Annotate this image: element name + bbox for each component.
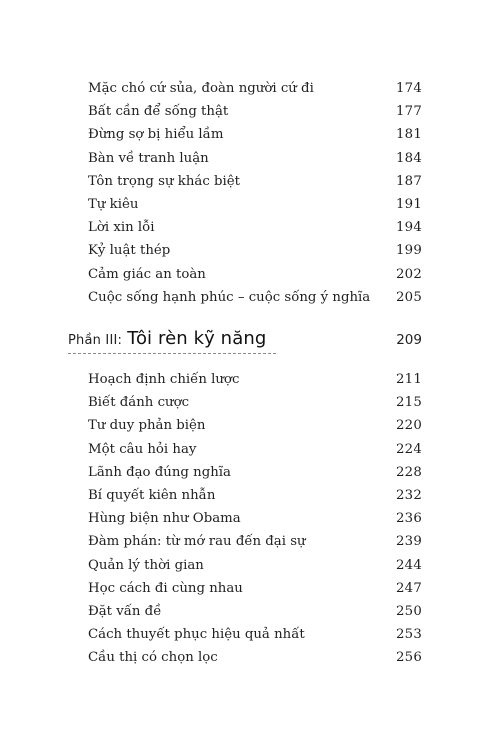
toc-entry-title: Cảm giác an toàn [88,266,206,282]
toc-entry [88,123,422,146]
part-heading-text [68,328,276,354]
toc-entry-title: Tự kiêu [88,196,139,212]
toc-entry-title: Một câu hỏi hay [88,441,197,457]
part-title: Tôi rèn kỹ năng [127,328,267,349]
toc-entry [88,461,422,484]
part-heading [68,328,422,360]
toc-entry-title: Cách thuyết phục hiệu quả nhất [88,627,305,643]
toc-entry-page: 224 [396,441,422,457]
toc-entry-page: 199 [396,243,422,259]
toc-entry-page: 174 [396,81,422,96]
toc-entry [88,100,422,123]
toc-entry-title: Lãnh đạo đúng nghĩa [88,464,231,480]
toc-entry [88,216,422,239]
toc-entry-page: 220 [396,418,422,434]
toc-entry-title: Tôn trọng sự khác biệt [88,173,240,189]
toc-entry-page: 250 [396,603,422,619]
toc-entry [88,193,422,216]
toc-entry-page: 177 [396,104,422,120]
toc-entry [88,286,422,309]
toc-entry [88,507,422,530]
toc-entry-title: Bàn về tranh luận [88,150,209,166]
toc-entry-title: Cầu thị có chọn lọc [88,650,218,666]
toc-entry-page: 247 [396,580,422,596]
toc-entry-title: Đàm phán: từ mớ rau đến đại sự [88,534,306,550]
toc-entry-title: Biết đánh cược [88,395,190,411]
toc-entry-page: 228 [396,464,422,480]
toc-entry [88,646,422,669]
toc-entry [88,77,422,100]
toc-entry [88,147,422,170]
toc-entry [88,170,422,193]
toc-entry-page: 184 [396,150,422,166]
toc-entry-title: Mặc chó cứ sủa, đoàn người cứ đi [88,81,314,96]
toc-entry [88,530,422,553]
toc-entry-page: 187 [396,173,422,189]
toc-entry-page: 239 [396,534,422,550]
toc-entry-title: Tư duy phản biện [88,418,206,434]
toc-entry-title: Lời xin lỗi [88,220,155,236]
toc-entry [88,554,422,577]
toc-entry-title: Kỷ luật thép [88,243,171,259]
toc-entry-page: 194 [396,220,422,236]
toc-entry-page: 205 [396,289,422,305]
toc-entry-page: 256 [396,650,422,666]
toc-entry-title: Bất cần để sống thật [88,104,229,120]
toc-entry-page: 191 [396,196,422,212]
toc-entry-page: 181 [396,127,422,143]
toc-entry-page: 202 [396,266,422,282]
toc-entry [88,368,422,391]
toc-entry-title: Hoạch định chiến lược [88,372,240,387]
toc-entry-title: Đừng sợ bị hiểu lầm [88,127,224,143]
toc-entry [88,239,422,262]
toc-list-bottom [88,368,422,669]
toc-entry-page: 215 [396,395,422,411]
toc-entry [88,484,422,507]
toc-entry [88,263,422,286]
toc-entry [88,414,422,437]
toc-entry-title: Cuộc sống hạnh phúc – cuộc sống ý nghĩa [88,289,371,305]
toc-entry-title: Bí quyết kiên nhẫn [88,487,216,503]
toc-entry-page: 232 [396,487,422,503]
toc-entry-page: 253 [396,627,422,643]
toc-list-top [88,77,422,309]
toc-entry [88,577,422,600]
part-page-number: 209 [396,332,422,348]
toc-entry-title: Học cách đi cùng nhau [88,580,243,596]
toc-entry-page: 211 [396,372,422,387]
toc-entry-title: Quản lý thời gian [88,557,204,573]
toc-entry [88,623,422,646]
part-label: Phần III: [68,333,123,348]
toc-entry-title: Hùng biện như Obama [88,511,241,527]
toc-entry-page: 244 [396,557,422,573]
toc-entry-title: Đặt vấn đề [88,603,162,619]
toc-entry [88,391,422,414]
toc-entry [88,438,422,461]
toc-entry-page: 236 [396,511,422,527]
toc-entry [88,600,422,623]
